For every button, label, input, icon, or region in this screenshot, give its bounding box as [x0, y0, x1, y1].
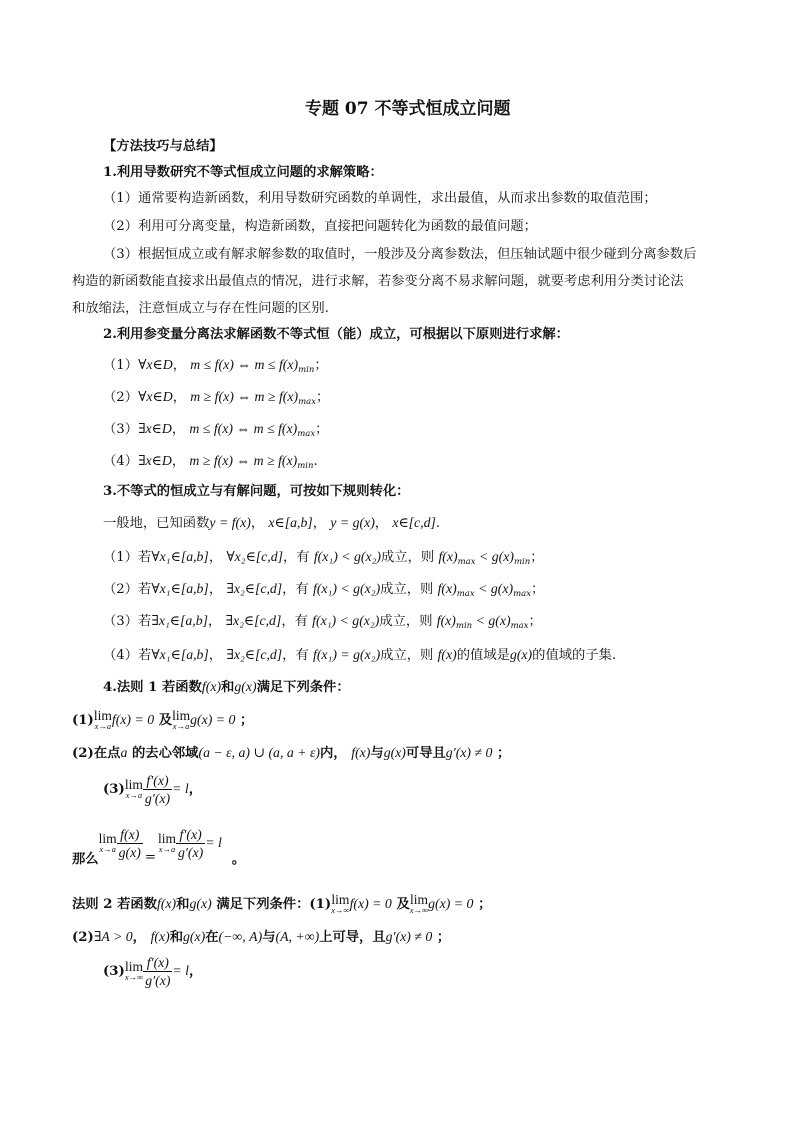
s2-item-4: （4）∃x∈D， m ≥ f(x) ⇔ $m \ge f(x)_{min}$. [103, 453, 318, 471]
s2-item-2: （2）∀x∈D， m ≥ f(x) ⇔ $m \ge f(x)_{max}$； [103, 389, 330, 407]
item-number: （4） [103, 454, 139, 469]
limit-operator: lim x→a [157, 830, 176, 854]
s4-conclusion: 那么 lim x→a $\frac{f(x)}{g(x)}$ = lim x→a $\frac{f'(x)}{g'(x)}$ = l。 [72, 827, 246, 867]
s3-case-4: （4）若∀x₁∈[a,b]， ∃x₂∈[c,d]，有 f(x₁) = g(x₂)成立，则 f(x)的值域是g(x)的值域的子集. [103, 647, 617, 663]
fraction: $\frac{f'(x)}{g'(x)}$ [145, 955, 171, 988]
s4-condition-3: (3) lim x→a $\frac{f'(x)}{g'(x)}$ = l， [103, 773, 202, 806]
limit-operator: lim x→a [124, 776, 143, 800]
s3-case-3: （3）若∃x₁∈[a,b]， ∃x₂∈[c,d]，有 f(x₁) < g(x₂)成立，则 $f(x)_{min} < g(x)_{max}$； [103, 613, 542, 631]
s5-heading: 法则 2 若函数f(x)和g(x) 满足下列条件：(1) lim x→∞ f(x) = 0 及 lim x→∞ g(x) = 0 ； [72, 891, 492, 915]
s1-paragraph-3-line-2: 构造的新函数能直接求出最值点的情况，进行求解，若参变分离不易求解问题，就要考虑利用分类讨论法 [72, 274, 684, 289]
subscript: min [297, 461, 314, 471]
s3-case-2: （2）若∀x₁∈[a,b]， ∃x₂∈[c,d]，有 f(x₁) < g(x₂)成立，则 $f(x)_{max} < g(x)_{max}$； [103, 581, 545, 599]
relation: m ≥ f(x) ⇔ m ≥ f(x) [190, 389, 299, 404]
s1-paragraph-3-line-3: 和放缩法，注意恒成立与存在性问题的区别. [72, 301, 329, 316]
s3-intro: 一般地，已知函数y = f(x)， x∈[a,b]， y = g(x)， x∈[c,d]. [103, 515, 441, 531]
s4-condition-1: (1) lim x→a f(x) = 0 及 lim x→a g(x) = 0 ； [72, 707, 254, 731]
subscript: max [297, 429, 316, 439]
s2-heading: 2.利用参变量分离法求解函数不等式恒（能）成立，可根据以下原则进行求解： [103, 327, 569, 342]
s1-paragraph-1: （1）通常要构造新函数，利用导数研究函数的单调性，求出最值，从而求出参数的取值范围； [103, 191, 657, 206]
subscript: max [298, 397, 317, 407]
relation: m ≤ f(x) ⇔ m ≤ f(x) [189, 421, 298, 436]
s5-condition-3: (3) lim x→∞ $\frac{f'(x)}{g'(x)}$ = l， [103, 955, 203, 988]
fraction: $\frac{f'(x)}{g'(x)}$ [178, 827, 204, 860]
limit-operator: lim x→∞ [409, 891, 429, 915]
s4-heading: 4.法则 1 若函数f(x)和g(x)满足下列条件： [103, 679, 350, 695]
subscript: min [298, 365, 315, 375]
s4-condition-2: (2)在点a 的去心邻域(a − ε, a) ∪ (a, a + ε)内， f(x)与g(x)可导且g′(x) ≠ 0 ； [72, 745, 511, 761]
item-number: （2） [103, 390, 139, 405]
item-number: （3） [103, 422, 139, 437]
quantifier: ∀x∈D [138, 357, 173, 372]
relation: m ≤ f(x) ⇔ m ≤ f(x) [190, 357, 299, 372]
quantifier: ∃x∈D [138, 421, 172, 436]
section-label: 【方法技巧与总结】 [103, 139, 223, 154]
s1-paragraph-3-line-1: （3）根据恒成立或有解求解参数的取值时，一般涉及分离参数法，但压轴试题中很少碰到分离参数后 [103, 247, 697, 262]
fraction: $\frac{f(x)}{g(x)}$ [118, 827, 141, 860]
s3-case-1: （1）若∀x₁∈[a,b]， ∀x₂∈[c,d]，有 f(x₁) < g(x₂)成立，则 $f(x)_{max} < g(x)_{min}$； [103, 549, 544, 567]
item-number: （1） [103, 358, 139, 373]
s1-heading: 1.利用导数研究不等式恒成立问题的求解策略： [103, 165, 383, 180]
relation: m ≥ f(x) ⇔ m ≥ f(x) [189, 453, 298, 468]
s5-condition-2: (2)∃A > 0， f(x)和g(x)在(−∞, A)与(A, +∞)上可导，且g′(x) ≠ 0 ； [72, 929, 451, 945]
limit-operator: lim x→a [172, 707, 191, 731]
s2-item-1: （1）∀x∈D， m ≤ f(x) ⇔ $m \le f(x)_{min}$； [103, 357, 328, 375]
limit-operator: lim x→a [98, 830, 117, 854]
limit-operator: lim x→∞ [124, 958, 144, 982]
page-title: 专题 07 不等式恒成立问题 [305, 99, 511, 119]
limit-operator: lim x→∞ [331, 891, 350, 915]
limit-operator: lim x→a [93, 707, 112, 731]
quantifier: ∃x∈D [138, 453, 172, 468]
s3-heading: 3.不等式的恒成立与有解问题，可按如下规则转化： [103, 484, 410, 499]
fraction: $\frac{f'(x)}{g'(x)}$ [144, 773, 171, 806]
quantifier: ∀x∈D [138, 389, 173, 404]
s1-paragraph-2: （2）利用可分离变量，构造新函数，直接把问题转化为函数的最值问题； [103, 219, 537, 234]
s2-item-3: （3）∃x∈D， m ≤ f(x) ⇔ $m \le f(x)_{max}$； [103, 421, 329, 439]
